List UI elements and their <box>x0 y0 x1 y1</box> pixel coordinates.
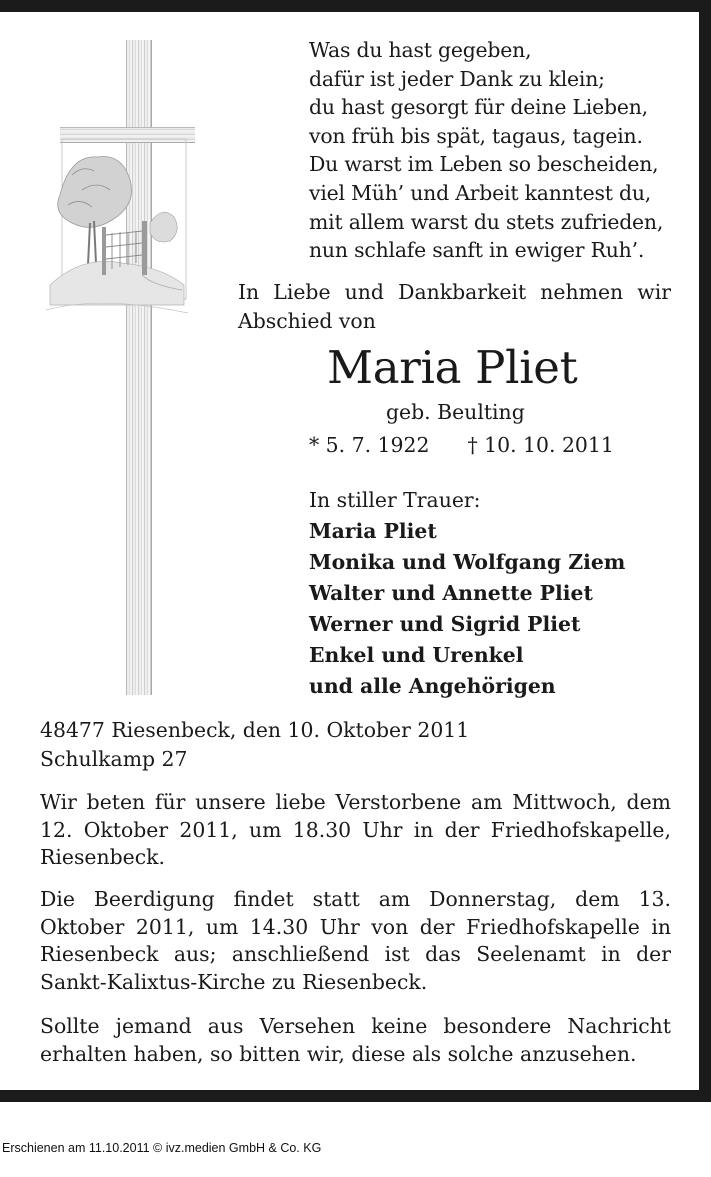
mourner-name: Walter und Annette Pliet <box>309 581 593 605</box>
address-block <box>40 716 469 774</box>
place-date-line: 48477 Riesenbeck, den 10. Oktober 2011 <box>40 718 470 742</box>
farewell-intro: In Liebe und Dankbarkeit nehmen wir Abschied von <box>238 280 671 333</box>
birth-date: * 5. 7. 1922 <box>309 433 430 457</box>
garden-gate-drawing <box>42 135 192 340</box>
mourner-name: Enkel und Urenkel <box>309 643 524 667</box>
poem-line: von früh bis spät, tagaus, tagein. <box>309 123 643 148</box>
mourner-name: Werner und Sigrid Pliet <box>309 612 581 636</box>
poem-line: Du warst im Leben so bescheiden, <box>309 152 659 177</box>
poem-line: mit allem warst du stets zufrieden, <box>309 209 664 234</box>
mourners-heading: In stiller Trauer: <box>309 488 481 512</box>
poem-line: viel Müh’ und Arbeit kanntest du, <box>309 180 652 205</box>
life-dates <box>309 431 614 459</box>
poem-line: du hast gesorgt für deine Lieben, <box>309 95 648 120</box>
publication-footer: Erschienen am 11.10.2011 © ivz.medien GmbH & Co. KG <box>2 1141 322 1155</box>
no-notification-notice: Sollte jemand aus Versehen keine besondere Nachricht erhalten haben, so bitten wir, diese als solche anzusehen. <box>40 1014 671 1066</box>
maiden-name: geb. Beulting <box>386 400 525 424</box>
deceased-name: Maria Pliet <box>327 341 578 394</box>
poem-line: nun schlafe sanft in ewiger Ruh’. <box>309 238 645 263</box>
funeral-notice: Die Beerdigung findet statt am Donnerstag, dem 13. Oktober 2011, um 14.30 Uhr von der Friedhofskapelle in Riesenbeck aus; anschließend ist das Seelenamt in der Sankt-Kalixtus-Kirche zu Riesenbeck. <box>40 887 671 994</box>
death-date: † 10. 10. 2011 <box>467 433 614 457</box>
mourners-block <box>309 485 625 702</box>
mourner-name: und alle Angehörigen <box>309 674 556 698</box>
street-line: Schulkamp 27 <box>40 747 188 771</box>
prayer-service-notice: Wir beten für unsere liebe Verstorbene am Mittwoch, dem 12. Oktober 2011, um 18.30 Uhr in der Friedhofskapelle, Riesenbeck. <box>40 790 671 870</box>
poem-line: Was du hast gegeben, <box>309 38 532 62</box>
memorial-poem <box>309 36 689 265</box>
poem-line: dafür ist jeder Dank zu klein; <box>309 66 605 91</box>
mourner-name: Maria Pliet <box>309 519 437 543</box>
mourner-name: Monika und Wolfgang Ziem <box>309 550 626 574</box>
